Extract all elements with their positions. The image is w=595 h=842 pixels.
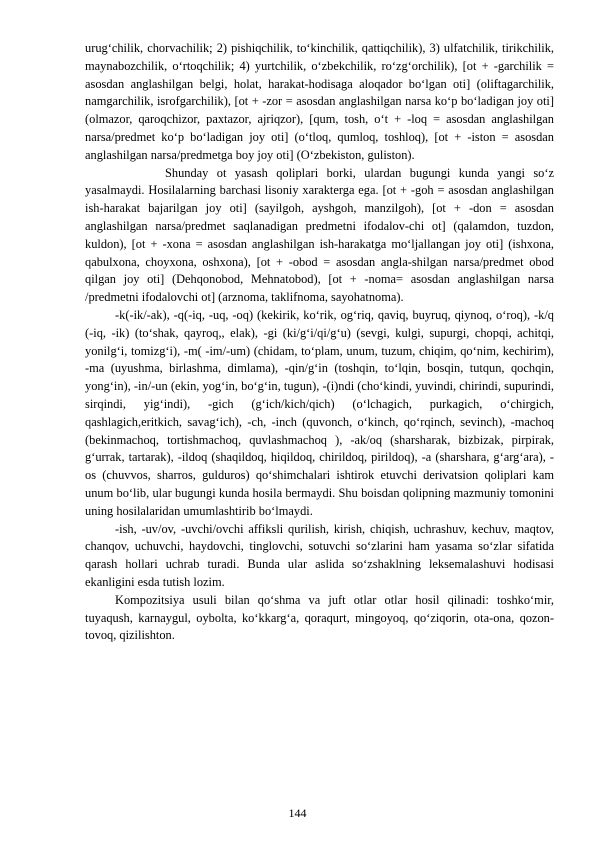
paragraph-5: Kompozitsiya usuli bilan qo‘shma va juft otlar otlar hosil qilinadi: toshko‘mir, tuyaqush, karnaygul, oybolta, ko‘kkarg‘a, qoraqurt, mingoyoq, qo‘ziqorin, ota-ona, qozon-tovoq, qizilishton. [85, 592, 554, 643]
paragraph-1: urug‘chilik, chorvachilik; 2) pishiqchilik, to‘kinchilik, qattiqchilik), 3) ulfatchilik, tirikchilik, maynabozchilik, o‘rtoqchilik; 4) yurtchilik, o‘zbekchilik, ro‘zg‘orchilik), [ot + -garchilik = asosdan anglashilgan belgi, holat, harakat-hodisaga aloqador bo‘lgan oti] (oliftagarchilik, namgarchilik, isrofgarchilik), [ot + -zor = asosdan anglashilgan narsa ko‘p bo‘ladigan joy oti] (olmazor, qaroqchizor, paxtazor, ajriqzor), [qum, tosh, o‘t + -loq = asosdan anglashilgan narsa/predmet ko‘p bo‘ladigan joy oti] (o‘tloq, qumloq, toshloq), [ot + -iston = asosdan anglashilgan narsa/predmetga boy joy oti] (O‘zbekiston, guliston). [85, 41, 554, 162]
paragraph-2: Shunday ot yasash qoliplari borki, ulardan bugungi kunda yangi so‘z yasalmaydi. Hosilalarning barchasi lisoniy xarakterga ega. [ot + -goh = asosdan anglashilgan ish-harakat bajarilgan joy oti] (sayilgoh, ayshgoh, manzilgoh), [ot + -don = asosdan anglashilgan narsa/predmet saqlanadigan predmetni ifodalov-chi ot] (qalamdon, tuzdon, kuldon), [ot + -xona = asosdan anglashilgan ish-harakatga mo‘ljallangan joy oti] (ishxona, qabulxona, choyxona, oshxona), [ot + -obod = asosdan angla-shilgan narsa/predmet obod qilgan joy oti] (Dehqonobod, Mehnatobod), [ot + -noma= asosdan anglashilgan narsa /predmetni ifodalovchi ot] (arznoma, taklifnoma, sayohatnoma). [85, 165, 554, 305]
paragraph-4: -ish, -uv/ov, -uvchi/ovchi affiksli qurilish, kirish, chiqish, uchrashuv, kechuv, maqtov, chanqov, uchuvchi, haydovchi, tinglovchi, sotuvchi so‘zlarini ham yasama so‘zlar sifatida qarash hollari uchrab turadi. Bunda ular aslida so‘zshaklning leksemalashuvi hodisasi ekanligini esda tutish lozim. [85, 521, 554, 589]
paragraph-3: -k(-ik/-ak), -q(-iq, -uq, -oq) (kekirik, ko‘rik, og‘riq, qaviq, buyruq, qiynoq, o‘roq), -k/q (-iq, -ik) (to‘shak, qayroq,, elak), -gi (ki/g‘i/qi/g‘u) (sevgi, kulgi, supurgi, chopqi, achitqi, yonilg‘i, tomizg‘i), -m( -im/-um) (chidam, to‘plam, unum, tuzum, chiqim, qo‘nim, kechirim), -ma (uyushma, birlashma, dimlama), -qin/g‘in (toshqin, to‘lqin, bosqin, tutqun, qochqin, yong‘in), -in/-un (ekin, yog‘in, bo‘g‘in, tugun), -(i)ndi (cho‘kindi, yuvindi, chirindi, supurindi, sirqindi, yig‘indi), -gich (g‘ich/kich/qich) (o‘lchagich, purkagich, o‘chirgich, qashlagich,eritkich, savag‘ich), -ch, -inch (quvonch, o‘kinch, qo‘rqinch, sevinch), -machoq (bekinmachoq, tortishmachoq, quvlashmachoq ), -ak/oq (sharsharak, bizbizak, pirpirak, g‘urrak, tartarak), -ildoq (shaqildoq, hiqildoq, chirildoq, pirildoq), -a (sharshara, g‘arg‘ara), -os (chuvvos, sharros, gulduros) qo‘shimchalari ishtirok etuvchi derivatsion qoliplari kam unum bo‘lib, ular bugungi kunda hosila bermaydi. Shu boisdan qolipning mazmuniy tomonini uning hosilalaridan umumlashtirib bo‘lmaydi. [85, 307, 554, 518]
page-body [85, 40, 554, 645]
page-number: 144 [288, 806, 307, 820]
